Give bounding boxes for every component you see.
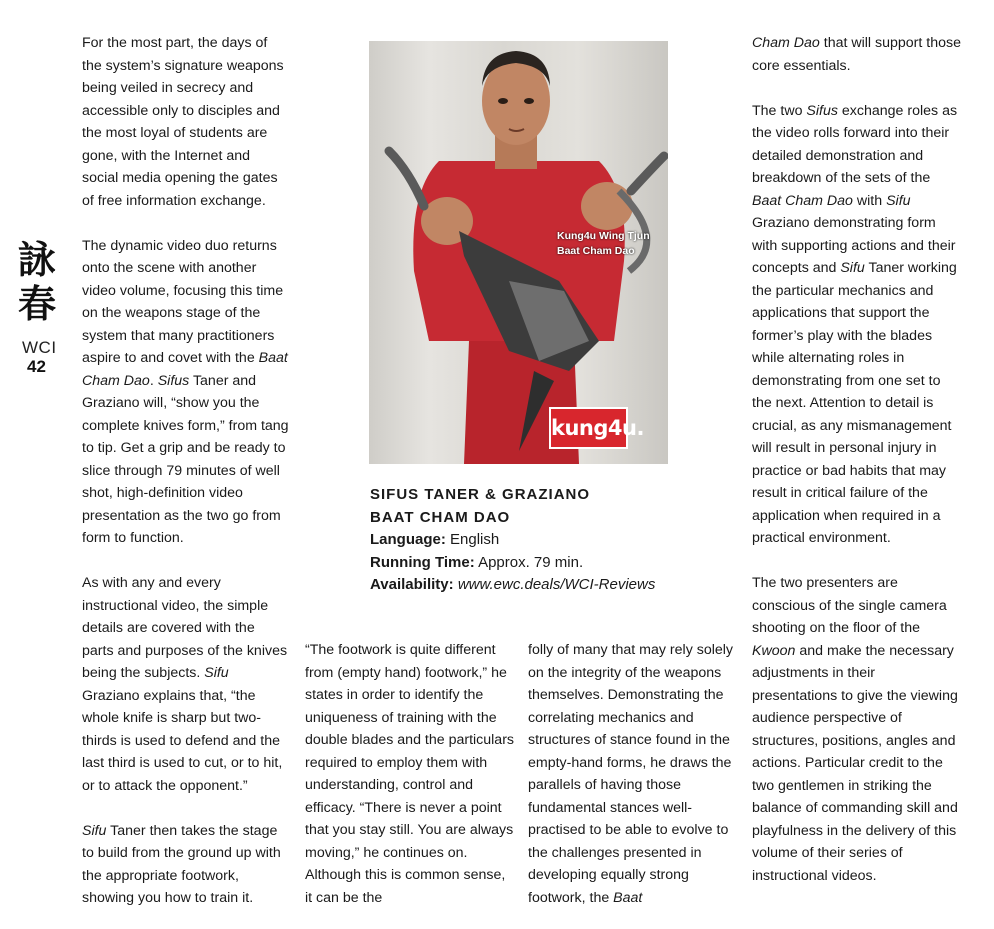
paragraph: Cham Dao that will support those core essentials.	[752, 35, 961, 74]
kung4u-logo: kung4u.	[549, 407, 628, 449]
chinese-title: 詠春	[18, 237, 57, 326]
dvd-cover-photo	[369, 41, 668, 464]
paragraph: The two Sifus exchange roles as the video rolls forward into their detailed demonstration and breakdown of the sets of the Baat Cham Dao with Sifu Graziano demonstrating form with supporting actions and their concepts and Sifu Taner working the particular mechanics and applications that support the former’s play with the blades while alternating roles in demonstrating from one set to the next. Attention to detail is crucial, as any mismanagement will result in personal injury in practice or bad habits that may result in critical failure of the application when required in a practical environment.	[752, 102, 958, 546]
article-column-2	[305, 639, 515, 909]
paragraph: Sifu Taner then takes the stage to build from the ground up with the appropriate footwork, showing you how to train it.	[82, 822, 281, 906]
running-time-row: Running Time: Approx. 79 min.	[370, 553, 584, 571]
page-sidebar	[0, 238, 60, 376]
paragraph: For the most part, the days of the system’s signature weapons being veiled in secrecy and accessible only to disciples and the most loyal of students are gone, with the Internet and social media opening the gates of free information exchange.	[82, 35, 284, 209]
cover-caption: Kung4u Wing Tjun Baat Cham Dao	[557, 230, 650, 257]
language-row: Language: English	[370, 531, 500, 549]
paragraph: folly of many that may rely solely on the integrity of the weapons themselves. Demonstrating the correlating mechanics and structures of stance found in the empty-hand forms, he draws the parallels of having those fundamental stances well-practised to be able to evolve to the challenges presented in developing equally strong footwork, the Baat	[528, 642, 734, 906]
product-info	[370, 484, 730, 597]
page-number: 42	[27, 357, 46, 376]
product-title-line-1: SIFUS TANER & GRAZIANO	[370, 486, 591, 503]
paragraph: The dynamic video duo returns onto the scene with another video volume, focusing this time on the weapons stage of the system that many practitioners aspire to and covet with the Baat Cham Dao. Sifus Taner and Graziano will, “show you the complete knives form,” from tang to tip. Get a grip and be ready to slice through 79 minutes of well shot, high-definition video presentation as the two go from form to function.	[82, 237, 289, 546]
paragraph: “The footwork is quite different from (empty hand) footwork,” he states in order to identify the uniqueness of training with the double blades and the particulars required to employ them with understanding, control and efficacy. “There is never a point that you stay still. You are always moving,” he continues on. Although this is common sense, it can be the	[305, 642, 515, 906]
article-column-4	[752, 32, 962, 887]
paragraph: The two presenters are conscious of the single camera shooting on the floor of the Kwoon and make the necessary adjustments in their presentations to give the viewing audience perspective of structures, positions, angles and actions. Particular credit to the two gentlemen in striking the balance of commanding skill and playfulness in the delivery of this volume of their series of instructional videos.	[752, 575, 958, 884]
availability-link[interactable]: www.ewc.deals/WCI-Reviews	[457, 576, 656, 594]
publication-name: WCI	[22, 338, 57, 357]
availability-row: Availability: www.ewc.deals/WCI-Reviews	[370, 576, 656, 594]
article-column-3	[528, 639, 738, 909]
product-title-line-2: BAAT CHAM DAO	[370, 508, 511, 526]
paragraph: As with any and every instructional video, the simple details are covered with the parts and purposes of the knives being the subjects. Sifu Graziano explains that, “the whole knife is sharp but two-thirds is used to defend and the last third is used to cut, or to hit, or to attack the opponent.”	[82, 575, 288, 794]
article-column-1	[82, 32, 290, 910]
